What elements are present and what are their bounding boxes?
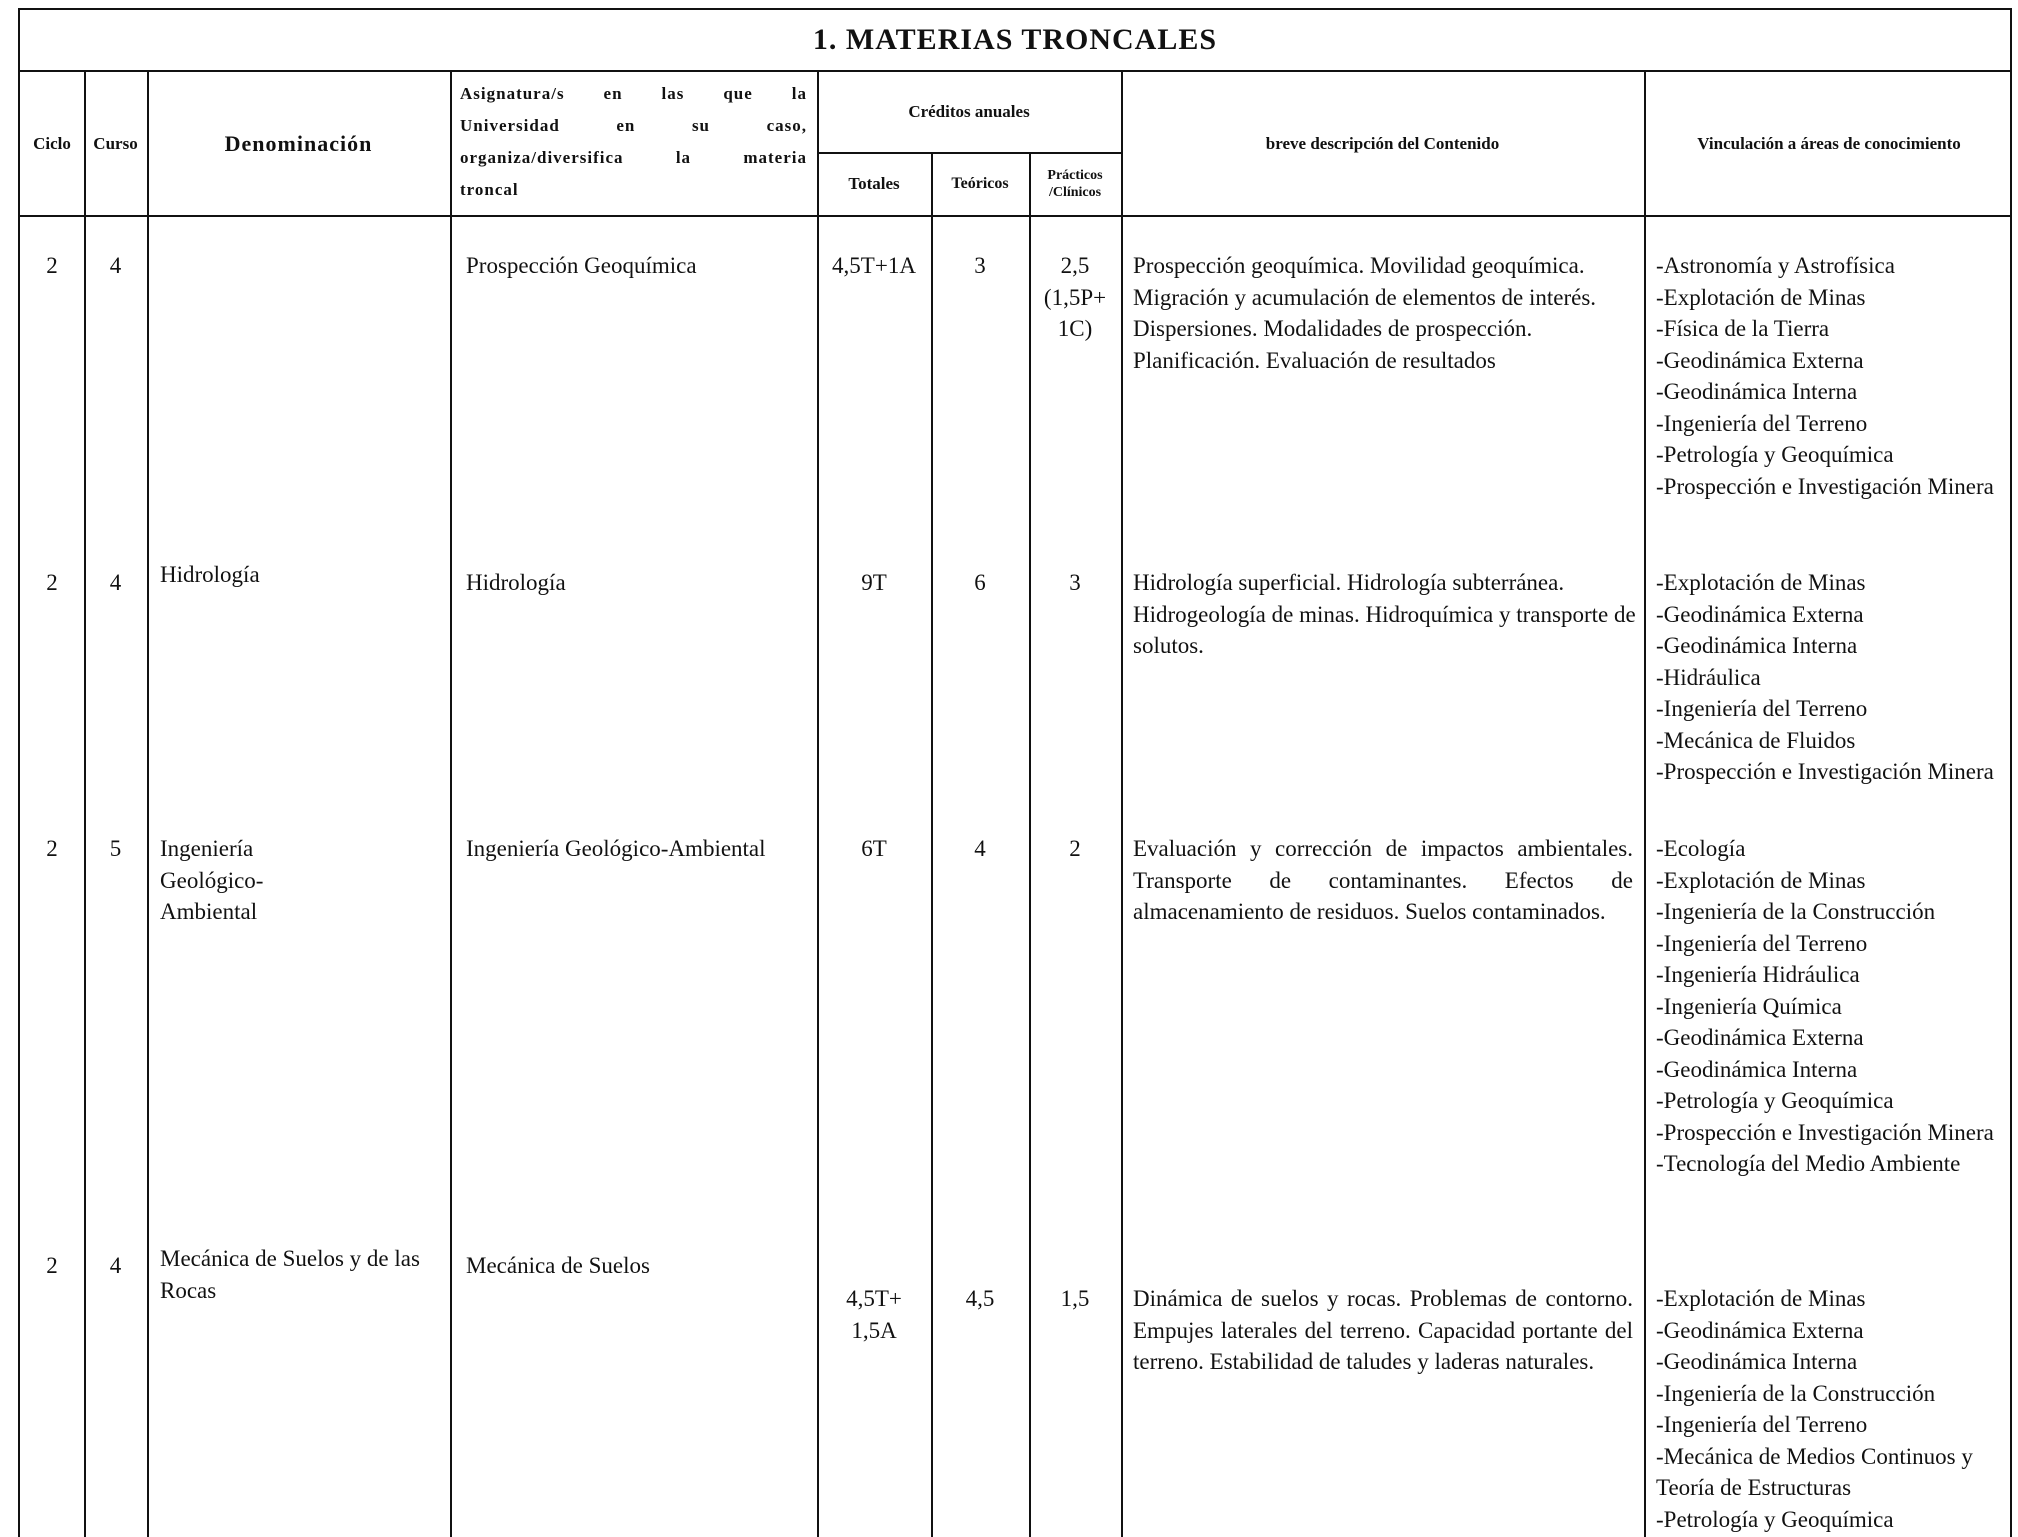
area-item: -Geodinámica Interna [1656, 379, 1858, 404]
cell-ciclo: 2 [46, 1253, 58, 1278]
area-item: -Geodinámica Externa [1656, 1025, 1864, 1050]
col-divider [147, 72, 149, 1537]
header-bottom-rule [20, 215, 2010, 217]
header-practicos: Prácticos /Clínicos [1047, 167, 1103, 200]
cell-curso: 4 [109, 253, 122, 278]
area-item: -Geodinámica Interna [1656, 1349, 1858, 1374]
cell-practicos: 2 [1069, 836, 1081, 861]
cell-totales: 6T [861, 836, 887, 861]
cell-ciclo: 2 [46, 253, 58, 278]
document-page [18, 8, 2012, 1537]
cell-totales: 4,5T+ 1,5A [846, 1286, 902, 1343]
area-item: -Astronomía y Astrofísica [1656, 253, 1895, 278]
cell-practicos: 1,5 [1060, 1286, 1090, 1311]
area-item: -Mecánica de Medios Continuos y Teoría de Estructuras [1656, 1443, 1973, 1500]
area-item: -Prospección e Investigación Minera [1656, 759, 1994, 784]
page-title: 1. MATERIAS TRONCALES [812, 23, 1218, 56]
cell-denominacion: Ingeniería Geológico-Ambiental [160, 836, 264, 924]
header-denominacion: Denominación [224, 130, 373, 156]
area-item: -Ingeniería del Terreno [1656, 696, 1868, 721]
area-item: -Ecología [1656, 836, 1746, 861]
area-item: -Geodinámica Interna [1656, 1056, 1858, 1082]
header-curso: Curso [93, 133, 138, 153]
cell-teoricos: 4,5 [965, 1286, 995, 1311]
cell-asignatura: Hidrología [466, 570, 566, 595]
cell-teoricos: 3 [974, 253, 986, 278]
cell-practicos: 3 [1069, 570, 1081, 595]
cell-ciclo: 2 [46, 570, 58, 595]
area-item: -Explotación de Minas [1656, 284, 1866, 310]
header-creditos: Créditos anuales [908, 102, 1030, 121]
col-divider [1644, 72, 1646, 1537]
area-item: -Física de la Tierra [1656, 316, 1830, 341]
cell-areas [1656, 250, 2011, 502]
cell-curso: 4 [109, 1253, 122, 1278]
header-descripcion: breve descripción del Contenido [1265, 133, 1500, 153]
area-item: -Ingeniería Química [1656, 993, 1842, 1019]
cell-descripcion: Evaluación y corrección de impactos ambientales. Transporte de contaminantes. Efectos de almacenamiento de residuos. Suelos contaminados. [1133, 836, 1633, 924]
col-divider [1121, 72, 1123, 1537]
col-divider [817, 72, 819, 1537]
cell-totales: 4,5T+1A [832, 253, 916, 278]
area-item: -Geodinámica Externa [1656, 601, 1864, 627]
col-divider [84, 72, 86, 1537]
cell-areas [1656, 833, 2011, 1180]
area-item: -Ingeniería del Terreno [1656, 1412, 1868, 1437]
area-item: -Petrología y Geoquímica [1656, 1506, 1894, 1532]
cell-descripcion: Prospección geoquímica. Movilidad geoquímica. Migración y acumulación de elementos de interés. Dispersiones. Modalidades de prospección. Planificación. Evaluación de resultados [1133, 253, 1597, 373]
cell-ciclo: 2 [46, 836, 58, 861]
cell-teoricos: 6 [974, 570, 986, 595]
area-item: -Geodinámica Externa [1656, 1317, 1864, 1343]
area-item: -Ingeniería del Terreno [1656, 410, 1868, 436]
area-item: -Ingeniería Hidráulica [1656, 962, 1860, 987]
area-item: -Petrología y Geoquímica [1656, 1088, 1894, 1113]
header-teoricos: Teóricos [951, 174, 1009, 192]
cell-descripcion: Hidrología superficial. Hidrología subterránea. Hidrogeología de minas. Hidroquímica y transporte de solutos. [1133, 570, 1636, 658]
cell-areas [1656, 567, 2011, 788]
area-item: -Prospección e Investigación Minera [1656, 1119, 1994, 1145]
area-item: -Explotación de Minas [1656, 1286, 1866, 1311]
area-item: -Ingeniería del Terreno [1656, 930, 1868, 956]
cell-curso: 5 [109, 836, 122, 861]
cell-curso: 4 [109, 570, 122, 595]
area-item: -Ingeniería de la Construcción [1656, 899, 1936, 924]
header-vinculacion: Vinculación a áreas de conocimiento [1697, 133, 1961, 153]
area-item: -Explotación de Minas [1656, 867, 1866, 893]
cell-asignatura: Ingeniería Geológico-Ambiental [466, 836, 766, 861]
area-item: -Tecnología del Medio Ambiente [1656, 1151, 1961, 1176]
col-divider [450, 72, 452, 1537]
area-item: -Ingeniería de la Construcción [1656, 1380, 1936, 1406]
cell-areas [1656, 1283, 2012, 1535]
cell-teoricos: 4 [974, 836, 986, 861]
cell-asignatura: Prospección Geoquímica [466, 253, 697, 278]
cell-descripcion: Dinámica de suelos y rocas. Problemas de contorno. Empujes laterales del terreno. Capacidad portante del terreno. Estabilidad de taludes y laderas naturales. [1133, 1286, 1633, 1374]
cell-asignatura: Mecánica de Suelos [466, 1253, 650, 1278]
area-item: -Mecánica de Fluidos [1656, 727, 1856, 753]
title-bar [20, 10, 2010, 72]
area-item: -Hidráulica [1656, 664, 1761, 690]
cell-practicos: 2,5 (1,5P+ 1C) [1043, 253, 1107, 341]
area-item: -Prospección e Investigación Minera [1656, 473, 1994, 499]
header-ciclo: Ciclo [33, 133, 71, 153]
area-item: -Petrología y Geoquímica [1656, 442, 1894, 467]
area-item: -Explotación de Minas [1656, 570, 1866, 595]
area-item: -Geodinámica Externa [1656, 347, 1864, 373]
header-asignatura: Asignatura/s en las que la Universidad en su caso, organiza/diversifica la materia troncal [460, 84, 807, 199]
header-totales: Totales [848, 173, 900, 193]
cell-denominacion: Hidrología [160, 562, 260, 587]
cell-denominacion: Mecánica de Suelos y de las Rocas [160, 1246, 420, 1303]
area-item: -Geodinámica Interna [1656, 633, 1858, 658]
cell-totales: 9T [861, 570, 887, 595]
